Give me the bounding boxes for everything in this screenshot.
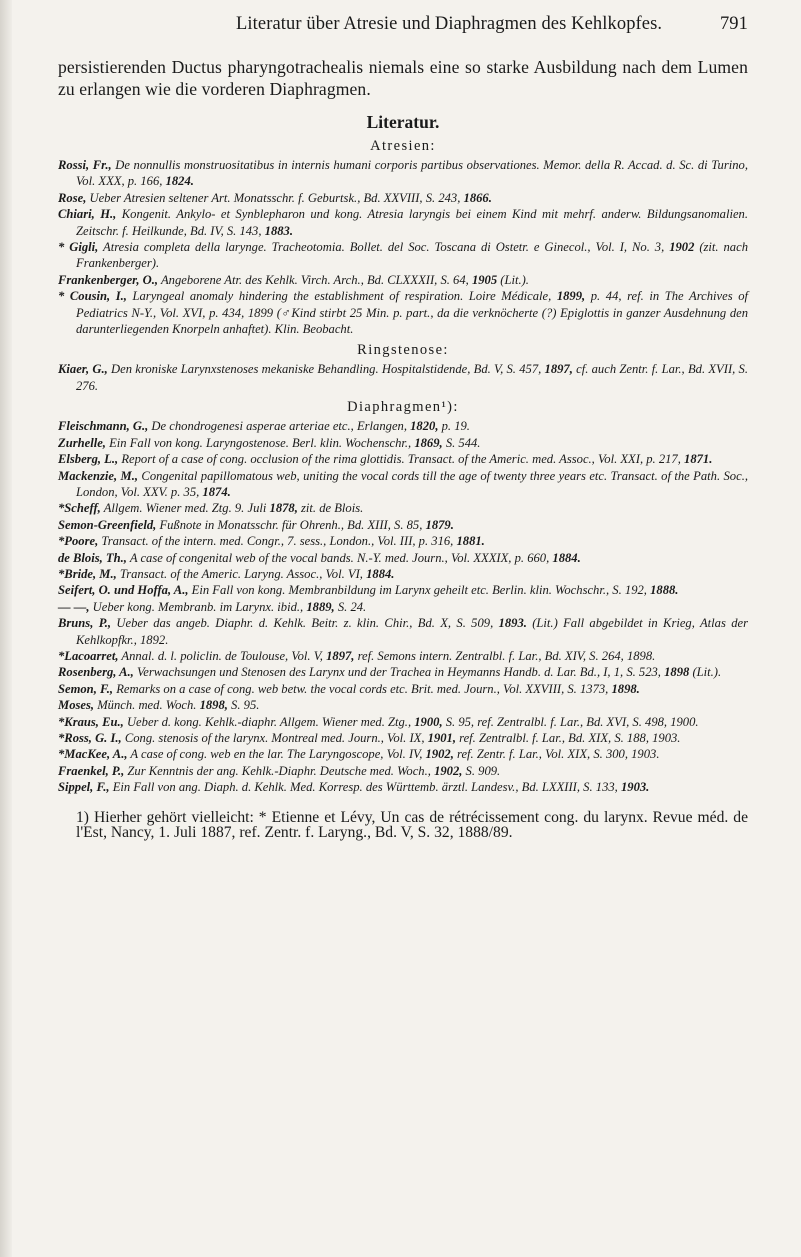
reference-tail: cf. auch Zentr. f. Lar., Bd. XVII, S. 276. [76,362,748,393]
running-header [236,14,748,35]
reference-entry [58,288,748,337]
reference-entry [58,500,748,516]
reference-author: Sippel, F., [58,780,110,795]
reference-author: *Lacoarret, [58,648,119,663]
reference-entry [58,157,748,190]
reference-year: 1900, [414,714,443,729]
reference-entry [58,763,748,779]
reference-entry [58,697,748,713]
reference-year: 1884. [552,550,581,565]
reference-tail: ref. Zentr. f. Lar., Vol. XIX, S. 300, 1903. [453,747,660,762]
reference-year: 1824. [165,174,194,189]
section-title: Diaphragmen¹): [347,399,459,416]
reference-entry [58,517,748,533]
reference-tail: S. 95, ref. Zentralbl. f. Lar., Bd. XVI, S. 498, 1900. [442,714,699,729]
literature-sections [58,138,748,796]
reference-author: *Scheff, [58,501,101,516]
reference-text: Report of a case of cong. occlusion of the rima glottidis. Transact. of the Americ. med. Assoc., Vol. XXI, p. 217, [118,452,685,467]
reference-year: 1902 [669,240,695,255]
reference-author: *Bride, M., [58,566,117,581]
reference-year: 1888. [650,583,679,598]
reference-entry [58,361,748,394]
reference-entry [58,206,748,239]
reference-entry [58,664,748,680]
reference-text: De nonnullis monstruositatibus in internis humani corporis partibus observationes. Memor. della R. Accad. d. Sc. di Turino, Vol. XXX, p. 166, [76,158,748,189]
reference-text: Kongenit. Ankylo- et Synblepharon und kong. Atresia laryngis bei einem Kind mit mehrf. anderw. Bildungsanomalien. Zeitschr. f. Heilkunde, Bd. IV, S. 143, [76,207,748,238]
reference-text: Atresia completa della larynge. Tracheotomia. Bollet. del Soc. Toscana di Ostetr. e Ginecol., Vol. I, No. 3, [98,240,670,255]
reference-author: Frankenberger, O., [58,272,159,287]
reference-author: Zurhelle, [58,435,106,450]
reference-entry [58,566,748,582]
reference-author: *Poore, [58,534,99,549]
reference-author: — —, [58,599,90,614]
reference-year: 1902, [434,763,463,778]
reference-entry [58,648,748,664]
reference-text: Zur Kenntnis der ang. Kehlk.-Diaphr. Deutsche med. Woch., [124,763,435,778]
reference-text: De chondrogenesi asperae arteriae etc., Erlangen, [148,419,411,434]
reference-year: 1899, [556,289,586,304]
literature-heading: Literatur. [366,112,440,132]
reference-year: 1874. [202,484,231,499]
reference-year: 1881. [456,534,485,549]
reference-year: 1820, [410,419,439,434]
page-number: 791 [719,14,748,34]
reference-author: Kiaer, G., [58,362,108,377]
reference-entry [58,190,748,206]
reference-year: 1897, [326,648,355,663]
section-title: Ringstenose: [357,342,449,359]
reference-author: *MacKee, A., [58,747,128,762]
reference-entry [58,272,748,288]
reference-text: Angeborene Atr. des Kehlk. Virch. Arch., Bd. CLXXXII, S. 64, [158,272,472,287]
reference-year: 1889, [306,599,335,614]
reference-text: A case of congenital web of the vocal bands. N.-Y. med. Journ., Vol. XXXIX, p. 660, [126,550,553,565]
reference-text: Cong. stenosis of the larynx. Montreal med. Journ., Vol. IX, [121,731,428,745]
reference-author: Semon-Greenfield, [58,517,157,532]
reference-entry [58,533,748,549]
reference-tail: S. 544. [442,435,481,450]
reference-tail: ref. Zentralbl. f. Lar., Bd. XIX, S. 188, 1903. [455,731,681,745]
reference-author: Bruns, P., [58,616,112,631]
reference-entry [58,714,748,730]
reference-text: Transact. of the Americ. Laryng. Assoc., Vol. VI, [116,566,367,581]
reference-year: 1879. [425,517,454,532]
reference-tail: p. 44, ref. in The Archives of Pediatrics N-Y., Vol. XVI, p. 434, 1899 (♂Kind stirbt 25 Min. p. part., da die verknöcherte (?) Epiglottis in ganzer Ausdehnung den darunterliegenden Knorpeln anhaftet). Klin. Beobacht. [76,289,748,337]
reference-year: 1898 [664,665,690,680]
reference-text: Congenital papillomatous web, uniting the vocal cords till the age of twenty three years etc. Transact. of the Path. Soc., London, Vol. XXV. p. 35, [76,468,748,499]
reference-entry [58,681,748,697]
reference-entry [58,779,748,795]
reference-year: 1884. [366,566,395,581]
section-entries [58,157,748,337]
reference-tail: (zit. nach Frankenberger). [76,240,748,271]
reference-author: Mackenzie, M., [58,468,139,483]
reference-text: Annal. d. l. policlin. de Toulouse, Vol. V, [118,648,327,663]
reference-author: Semon, F., [58,681,114,696]
reference-tail: (Lit.). [689,665,722,680]
section-entries [58,361,748,394]
reference-entry [58,746,748,762]
reference-entry [58,435,748,451]
lead-paragraph: persistierenden Ductus pharyngotrachealis niemals eine so starke Ausbildung nach dem Lumen zu erlangen wie die vorderen Diaphragmen. [58,57,748,99]
reference-entry [58,730,748,746]
reference-year: 1893. [498,616,527,631]
reference-author: Fleischmann, G., [58,419,149,434]
reference-year: 1898. [611,681,640,696]
reference-author: Fraenkel, P., [58,763,125,778]
section-entries [58,418,748,795]
reference-author: Rosenberg, A., [58,665,134,680]
reference-text: Transact. of the intern. med. Congr., 7. sess., London., Vol. III, p. 316, [98,534,457,549]
reference-entry [58,239,748,272]
reference-text: Ueber d. kong. Kehlk.-diaphr. Allgem. Wiener med. Ztg., [123,714,415,729]
running-title: Literatur über Atresie und Diaphragmen des Kehlkopfes. [236,14,663,34]
reference-tail: zit. de Blois. [297,501,364,516]
reference-year: 1898, [199,698,228,713]
reference-text: Ueber Atresien seltener Art. Monatsschr. f. Geburtsk., Bd. XXVIII, S. 243, [86,190,464,205]
reference-text: Ein Fall von kong. Laryngostenose. Berl. klin. Wochenschr., [105,435,415,450]
reference-author: Seifert, O. und Hoffa, A., [58,583,189,598]
reference-tail: S. 909. [462,763,501,778]
reference-text: Remarks on a case of cong. web betw. the vocal cords etc. Brit. med. Journ., Vol. XXVIII, S. 1373, [113,681,612,696]
reference-year: 1866. [463,190,492,205]
reference-text: Den kroniske Larynxstenoses mekaniske Behandling. Hospitalstidende, Bd. V, S. 457, [107,362,545,377]
page [58,14,748,841]
reference-author: de Blois, Th., [58,550,127,565]
reference-author: Moses, [58,698,95,713]
reference-text: Ein Fall von kong. Membranbildung im Larynx geheilt etc. Berlin. klin. Wochschr., S. 192, [188,583,651,598]
reference-year: 1903. [620,780,650,795]
reference-year: 1902, [425,747,454,762]
reference-text: Ueber das angeb. Diaphr. d. Kehlk. Beitr. z. klin. Chir., Bd. X, S. 509, [111,616,499,631]
reference-year: 1869, [414,435,443,450]
reference-tail: ref. Semons intern. Zentralbl. f. Lar., Bd. XIV, S. 264, 1898. [354,648,656,663]
reference-tail: S. 95. [227,698,260,713]
reference-year: 1871. [684,452,713,467]
section-title: Atresien: [370,138,436,154]
reference-author: * Cousin, I., [58,289,127,304]
reference-author: Elsberg, L., [58,452,119,467]
reference-text: Fußnote in Monatsschr. für Ohrenh., Bd. XIII, S. 85, [156,517,426,532]
reference-year: 1878, [269,501,298,516]
reference-text: Allgem. Wiener med. Ztg. 9. Juli [100,501,270,516]
reference-text: Laryngeal anomaly hindering the establishment of respiration. Loire Médicale, [126,289,557,304]
reference-entry [58,451,748,467]
reference-author: *Ross, G. I., [58,731,122,745]
reference-text: Ein Fall von ang. Diaph. d. Kehlk. Med. Korresp. des Württemb. ärztl. Landesv., Bd. LXXIII, S. 133, [109,780,621,795]
reference-tail: (Lit.) Fall abgebildet in Krieg, Atlas der Kehlkopfkr., 1892. [76,616,748,647]
reference-entry [58,418,748,434]
reference-author: * Gigli, [58,240,99,255]
reference-text: Verwachsungen und Stenosen des Larynx und der Trachea in Heymanns Handb. d. Lar. Bd., I, 1, S. 523, [133,665,665,680]
reference-entry [58,615,748,648]
page-binding-shadow [0,0,12,1257]
reference-entry [58,468,748,501]
reference-tail: p. 19. [438,419,470,434]
reference-text: Münch. med. Woch. [94,698,200,713]
reference-year: 1905 [471,272,498,287]
reference-text: A case of cong. web en the lar. The Laryngoscope, Vol. IV, [127,747,426,762]
reference-author: Rose, [58,190,87,205]
reference-entry [58,599,748,615]
reference-author: Rossi, Fr., [58,158,112,172]
footnote: 1) Hierher gehört vielleicht: * Etienne et Lévy, Un cas de rétrécissement cong. du larynx. Revue méd. de l'Est, Nancy, 1. Juli 1887, ref. Zentr. f. Laryng., Bd. V, S. 32, 1888/89. [76,808,748,842]
reference-year: 1897, [544,362,573,377]
reference-entry [58,582,748,598]
reference-text: Ueber kong. Membranb. im Larynx. ibid., [89,599,307,614]
reference-entry [58,550,748,566]
reference-year: 1901, [427,731,456,745]
reference-year: 1883. [264,223,293,238]
reference-author: *Kraus, Eu., [58,714,124,729]
reference-tail: S. 24. [334,599,367,614]
reference-tail: (Lit.). [497,272,529,287]
reference-author: Chiari, H., [58,207,117,222]
